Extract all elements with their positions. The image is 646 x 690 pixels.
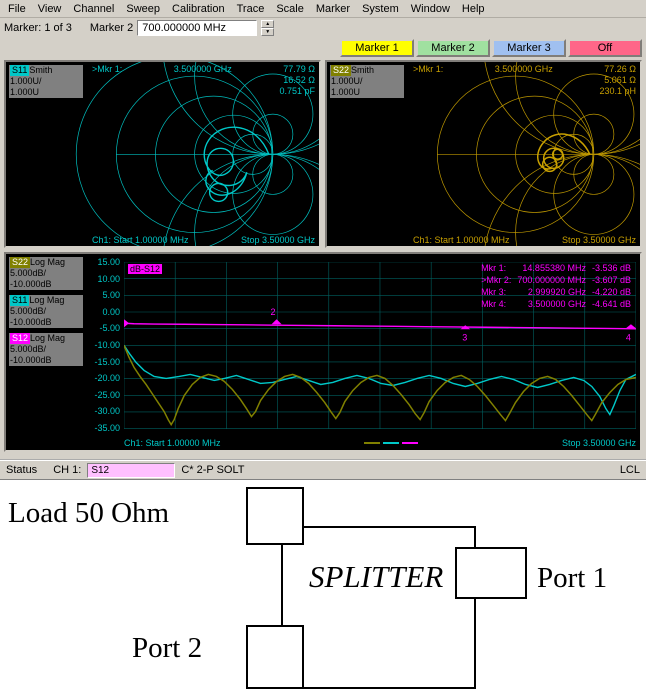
- s11-sweep-footer: [92, 235, 315, 245]
- status-channel-label: CH 1:: [53, 464, 82, 476]
- svg-text:3: 3: [462, 332, 468, 343]
- marker-4-value: -4.641 dB: [591, 299, 631, 309]
- status-bar: [0, 459, 646, 479]
- port1-label: Port 1: [537, 562, 608, 594]
- logmag-s22-ref-label: -10.000dB: [10, 279, 52, 289]
- logmag-trace-label-s12[interactable]: [8, 332, 84, 367]
- y-tick-10: -35.00: [94, 422, 120, 433]
- marker-4-name: Mkr 4:: [481, 299, 507, 309]
- s11-marker-value-3: 0.751 pF: [279, 86, 315, 96]
- status-cal-label: C* 2-P SOLT: [181, 464, 245, 476]
- menu-item-marker[interactable]: Marker: [315, 2, 351, 15]
- legend-dash-s12: [402, 442, 418, 444]
- menu-item-file[interactable]: File: [8, 2, 26, 15]
- menu-item-view[interactable]: View: [37, 2, 62, 15]
- marker-row-1: [478, 262, 634, 274]
- logmag-trace-label-s22[interactable]: [8, 256, 84, 291]
- svg-text:2: 2: [270, 307, 276, 318]
- s11-stop-label: Stop 3.50000 GHz: [240, 235, 315, 245]
- menu-item-channel[interactable]: Channel: [73, 2, 115, 15]
- logmag-s12-scale-label: 5.000dB/: [10, 344, 47, 354]
- logmag-s22-format-label: Log Mag: [30, 257, 66, 267]
- marker-1-frequency: 14.855380 MHz: [522, 263, 586, 273]
- s11-marker-header: [92, 64, 315, 74]
- menu-item-window[interactable]: Window: [410, 2, 450, 15]
- s11-smith-chart[interactable]: [4, 60, 321, 248]
- logmag-s12-ref-label: -10.000dB: [10, 355, 52, 365]
- menu-item-sweep[interactable]: Sweep: [126, 2, 161, 15]
- logmag-legend: [364, 442, 418, 444]
- s22-marker-name: >Mkr 1:: [413, 64, 444, 74]
- legend-dash-s22: [364, 442, 380, 444]
- marker-2-value: -3.607 dB: [591, 275, 631, 285]
- y-tick-5: -10.00: [94, 339, 120, 350]
- port2-label: Port 2: [132, 632, 203, 664]
- logmag-marker-table: [478, 262, 634, 310]
- logmag-s22-scale-label: 5.000dB/: [10, 268, 47, 278]
- stepper-down-icon[interactable]: ▼: [261, 28, 274, 36]
- s22-smith-chart[interactable]: [325, 60, 642, 248]
- y-tick-4: -5.00: [99, 323, 120, 334]
- y-tick-9: -30.00: [94, 406, 120, 417]
- menu-item-calibration[interactable]: Calibration: [172, 2, 225, 15]
- upper-chart-row: [0, 60, 646, 248]
- menu-bar: [0, 0, 646, 18]
- active-trace-tag: dB-S12: [130, 264, 161, 274]
- load-port-stub: [246, 487, 304, 545]
- stepper-up-icon[interactable]: ▲: [261, 20, 274, 28]
- s11-marker-value-1: 77.79 Ω: [283, 64, 315, 74]
- logmag-s22-channel-tag: S22: [12, 257, 29, 267]
- s11-ref-label: 1.000U: [10, 87, 40, 97]
- marker-3-frequency: 2.999920 GHz: [527, 287, 586, 297]
- logmag-s11-format-label: Log Mag: [29, 295, 65, 305]
- marker1-button[interactable]: Marker 1: [340, 39, 414, 57]
- s11-scale-label: 1.000U/: [10, 76, 42, 86]
- s22-ref-label: 1.000U: [331, 87, 361, 97]
- splitter-diagram: [0, 480, 646, 689]
- menu-item-help[interactable]: Help: [461, 2, 485, 15]
- marker-button-row: [0, 38, 646, 60]
- s22-trace-label[interactable]: [329, 64, 405, 99]
- marker-row-2: [478, 274, 634, 286]
- marker-frequency-input[interactable]: 700.000000 MHz: [137, 20, 257, 36]
- s22-marker-frequency: 3.500000 GHz: [494, 64, 553, 74]
- logmag-chart[interactable]: [4, 252, 642, 452]
- s22-marker-value-3: 230.1 pH: [599, 86, 636, 96]
- marker-row-3: [478, 286, 634, 298]
- s22-channel-tag: S22: [333, 65, 350, 75]
- s22-start-label: Ch1: Start 1.00000 MHz: [413, 235, 510, 245]
- y-tick-2: 5.00: [102, 290, 120, 301]
- menu-item-system[interactable]: System: [362, 2, 399, 15]
- s22-marker-header: [413, 64, 636, 74]
- splitter-body: [281, 526, 476, 689]
- port2-stub: [246, 625, 304, 689]
- logmag-s11-ref-label: -10.000dB: [10, 317, 52, 327]
- s22-marker-value-2: 5.061 Ω: [604, 75, 636, 85]
- status-label: Status: [6, 464, 38, 476]
- marker-off-button[interactable]: Off: [568, 39, 642, 57]
- menu-item-scale[interactable]: Scale: [276, 2, 304, 15]
- button-row-spacer: [4, 39, 338, 57]
- s22-stop-label: Stop 3.50000 GHz: [561, 235, 636, 245]
- logmag-y-axis: [86, 258, 120, 441]
- y-tick-7: -20.00: [94, 373, 120, 384]
- load-label: Load 50 Ohm: [8, 497, 170, 529]
- marker-4-frequency: 3.500000 GHz: [527, 299, 586, 309]
- port1-stub: [455, 547, 527, 599]
- s11-marker-name: >Mkr 1:: [92, 64, 123, 74]
- marker3-button[interactable]: Marker 3: [492, 39, 566, 57]
- marker2-button[interactable]: Marker 2: [416, 39, 490, 57]
- s11-channel-tag: S11: [12, 65, 28, 75]
- logmag-start-label: Ch1: Start 1.00000 MHz: [124, 438, 221, 448]
- marker-3-value: -4.220 dB: [591, 287, 631, 297]
- legend-dash-s11: [383, 442, 399, 444]
- logmag-s12-format-label: Log Mag: [30, 333, 66, 343]
- s11-start-label: Ch1: Start 1.00000 MHz: [92, 235, 189, 245]
- y-tick-6: -15.00: [94, 356, 120, 367]
- s22-format-label: Smith: [351, 65, 375, 75]
- y-tick-0: 15.00: [97, 257, 120, 267]
- marker-3-name: Mkr 3:: [481, 287, 507, 297]
- s22-marker-value-1: 77.26 Ω: [604, 64, 636, 74]
- status-channel-value[interactable]: S12: [87, 463, 175, 478]
- logmag-trace-labels: [8, 256, 84, 370]
- y-tick-3: 0.00: [102, 306, 120, 317]
- status-lcl-label: LCL: [619, 464, 640, 476]
- logmag-trace-label-s11[interactable]: [8, 294, 84, 329]
- s11-format-label: Smith: [29, 65, 53, 75]
- logmag-stop-label: Stop 3.50000 GHz: [561, 438, 636, 448]
- s22-sweep-footer: [413, 235, 636, 245]
- marker-count-label: Marker: 1 of 3: [4, 22, 72, 34]
- marker-frequency-stepper[interactable]: [261, 20, 274, 36]
- y-tick-1: 10.00: [97, 273, 120, 284]
- marker-2-frequency: 700.000000 MHz: [517, 275, 586, 285]
- active-marker-label: Marker 2: [89, 22, 134, 34]
- marker-toolbar: [0, 18, 646, 38]
- marker-1-name: Mkr 1:: [481, 263, 507, 273]
- marker-2-name: >Mkr 2:: [481, 275, 512, 285]
- logmag-s11-scale-label: 5.000dB/: [10, 306, 47, 316]
- menu-item-trace[interactable]: Trace: [236, 2, 265, 15]
- marker-row-4: [478, 298, 634, 310]
- logmag-s11-channel-tag: S11: [12, 295, 28, 305]
- s11-marker-value-2: 16.52 Ω: [283, 75, 315, 85]
- s22-scale-label: 1.000U/: [331, 76, 363, 86]
- y-tick-8: -25.00: [94, 389, 120, 400]
- s11-marker-frequency: 3.500000 GHz: [173, 64, 232, 74]
- svg-text:4: 4: [625, 332, 631, 343]
- marker-1-value: -3.536 dB: [591, 263, 631, 273]
- s11-trace-label[interactable]: [8, 64, 84, 99]
- splitter-label: SPLITTER: [309, 559, 444, 594]
- logmag-s12-channel-tag: S12: [12, 333, 29, 343]
- logmag-sweep-footer: [124, 438, 636, 448]
